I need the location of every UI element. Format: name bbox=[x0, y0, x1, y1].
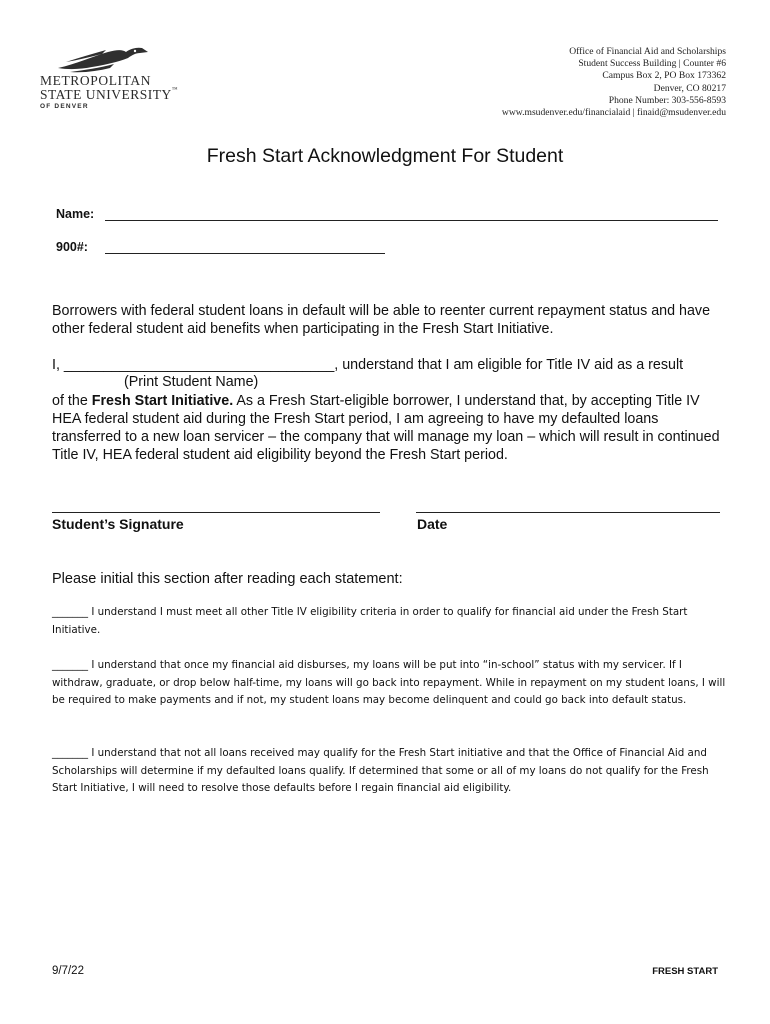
roadrunner-icon bbox=[56, 46, 151, 76]
signature-line[interactable] bbox=[52, 512, 380, 513]
id-label: 900#: bbox=[56, 240, 88, 254]
office-line: www.msudenver.edu/financialaid | finaid@msudenver.edu bbox=[501, 107, 726, 119]
date-label: Date bbox=[417, 516, 448, 532]
university-logo bbox=[40, 46, 180, 116]
logo-line-2: STATE UNIVERSITY™ bbox=[40, 87, 179, 102]
office-line: Denver, CO 80217 bbox=[653, 82, 726, 94]
page-title: Fresh Start Acknowledgment For Student bbox=[206, 145, 564, 167]
print-name-caption: (Print Student Name) bbox=[124, 374, 259, 390]
office-line: Office of Financial Aid and Scholarships bbox=[569, 46, 726, 57]
print-name-blank[interactable]: __________________________________ bbox=[63, 357, 335, 373]
acknowledgment-line-1: I, __________________________________, understand that I am eligible for Title IV aid as a result bbox=[52, 357, 684, 373]
footer-label: FRESH START bbox=[652, 966, 718, 977]
office-address bbox=[502, 46, 726, 119]
acknowledgment-body: of the Fresh Start Initiative. As a Fresh Start-eligible borrower, I understand that, by accepting Title IV HEA federal student aid during the Fresh Start period, I am agreeing to have my defaulted loans transferred to a new loan servicer – the company that will manage my loan – which will result in continued Title IV, HEA federal student aid eligibility beyond the Fresh Start period. bbox=[52, 393, 720, 463]
name-label: Name: bbox=[56, 207, 95, 221]
office-line: Phone Number: 303-556-8593 bbox=[608, 94, 726, 106]
footer-date: 9/7/22 bbox=[52, 965, 84, 977]
initials-heading: Please initial this section after reading each statement: bbox=[52, 571, 403, 587]
initial-blank[interactable]: _______ bbox=[52, 606, 89, 618]
fresh-start-term: Fresh Start Initiative. bbox=[91, 393, 234, 409]
initial-blank[interactable]: _______ bbox=[52, 747, 89, 759]
name-field[interactable] bbox=[105, 220, 718, 221]
initial-statement: _______ I understand that once my financial aid disburses, my loans will be put into “in-school” status with my servicer. If I withdraw, graduate, or drop below half-time, my loans will go back into repayment. While in repayment on my student loans, I will be required to make payments and if not, my student loans may become delinquent and could go back into default status. bbox=[52, 659, 726, 707]
initial-statement: _______ I understand I must meet all other Title IV eligibility criteria in order to qualify for financial aid under the Fresh Start Initiative. bbox=[52, 606, 688, 636]
intro-paragraph: Borrowers with federal student loans in default will be able to reenter current repayment status and have other federal student aid benefits when participating in the Fresh Start Initiative. bbox=[52, 303, 711, 337]
logo-line-1: METROPOLITAN bbox=[40, 73, 152, 88]
id-field[interactable] bbox=[105, 253, 385, 254]
signature-label: Student’s Signature bbox=[52, 516, 184, 532]
initial-statement: _______ I understand that not all loans received may qualify for the Fresh Start initiative and that the Office of Financial Aid and Scholarships will determine if my defaulted loans qualify. If determined that some or all of my loans do not qualify for the Fresh Start Initiative, I will need to resolve those defaults before I regain financial aid eligibility. bbox=[52, 747, 709, 795]
office-line: Campus Box 2, PO Box 173362 bbox=[602, 70, 726, 82]
date-line[interactable] bbox=[416, 512, 720, 513]
initial-blank[interactable]: _______ bbox=[52, 659, 89, 671]
logo-line-3: OF DENVER bbox=[40, 103, 89, 110]
office-line: Student Success Building | Counter #6 bbox=[578, 58, 726, 70]
